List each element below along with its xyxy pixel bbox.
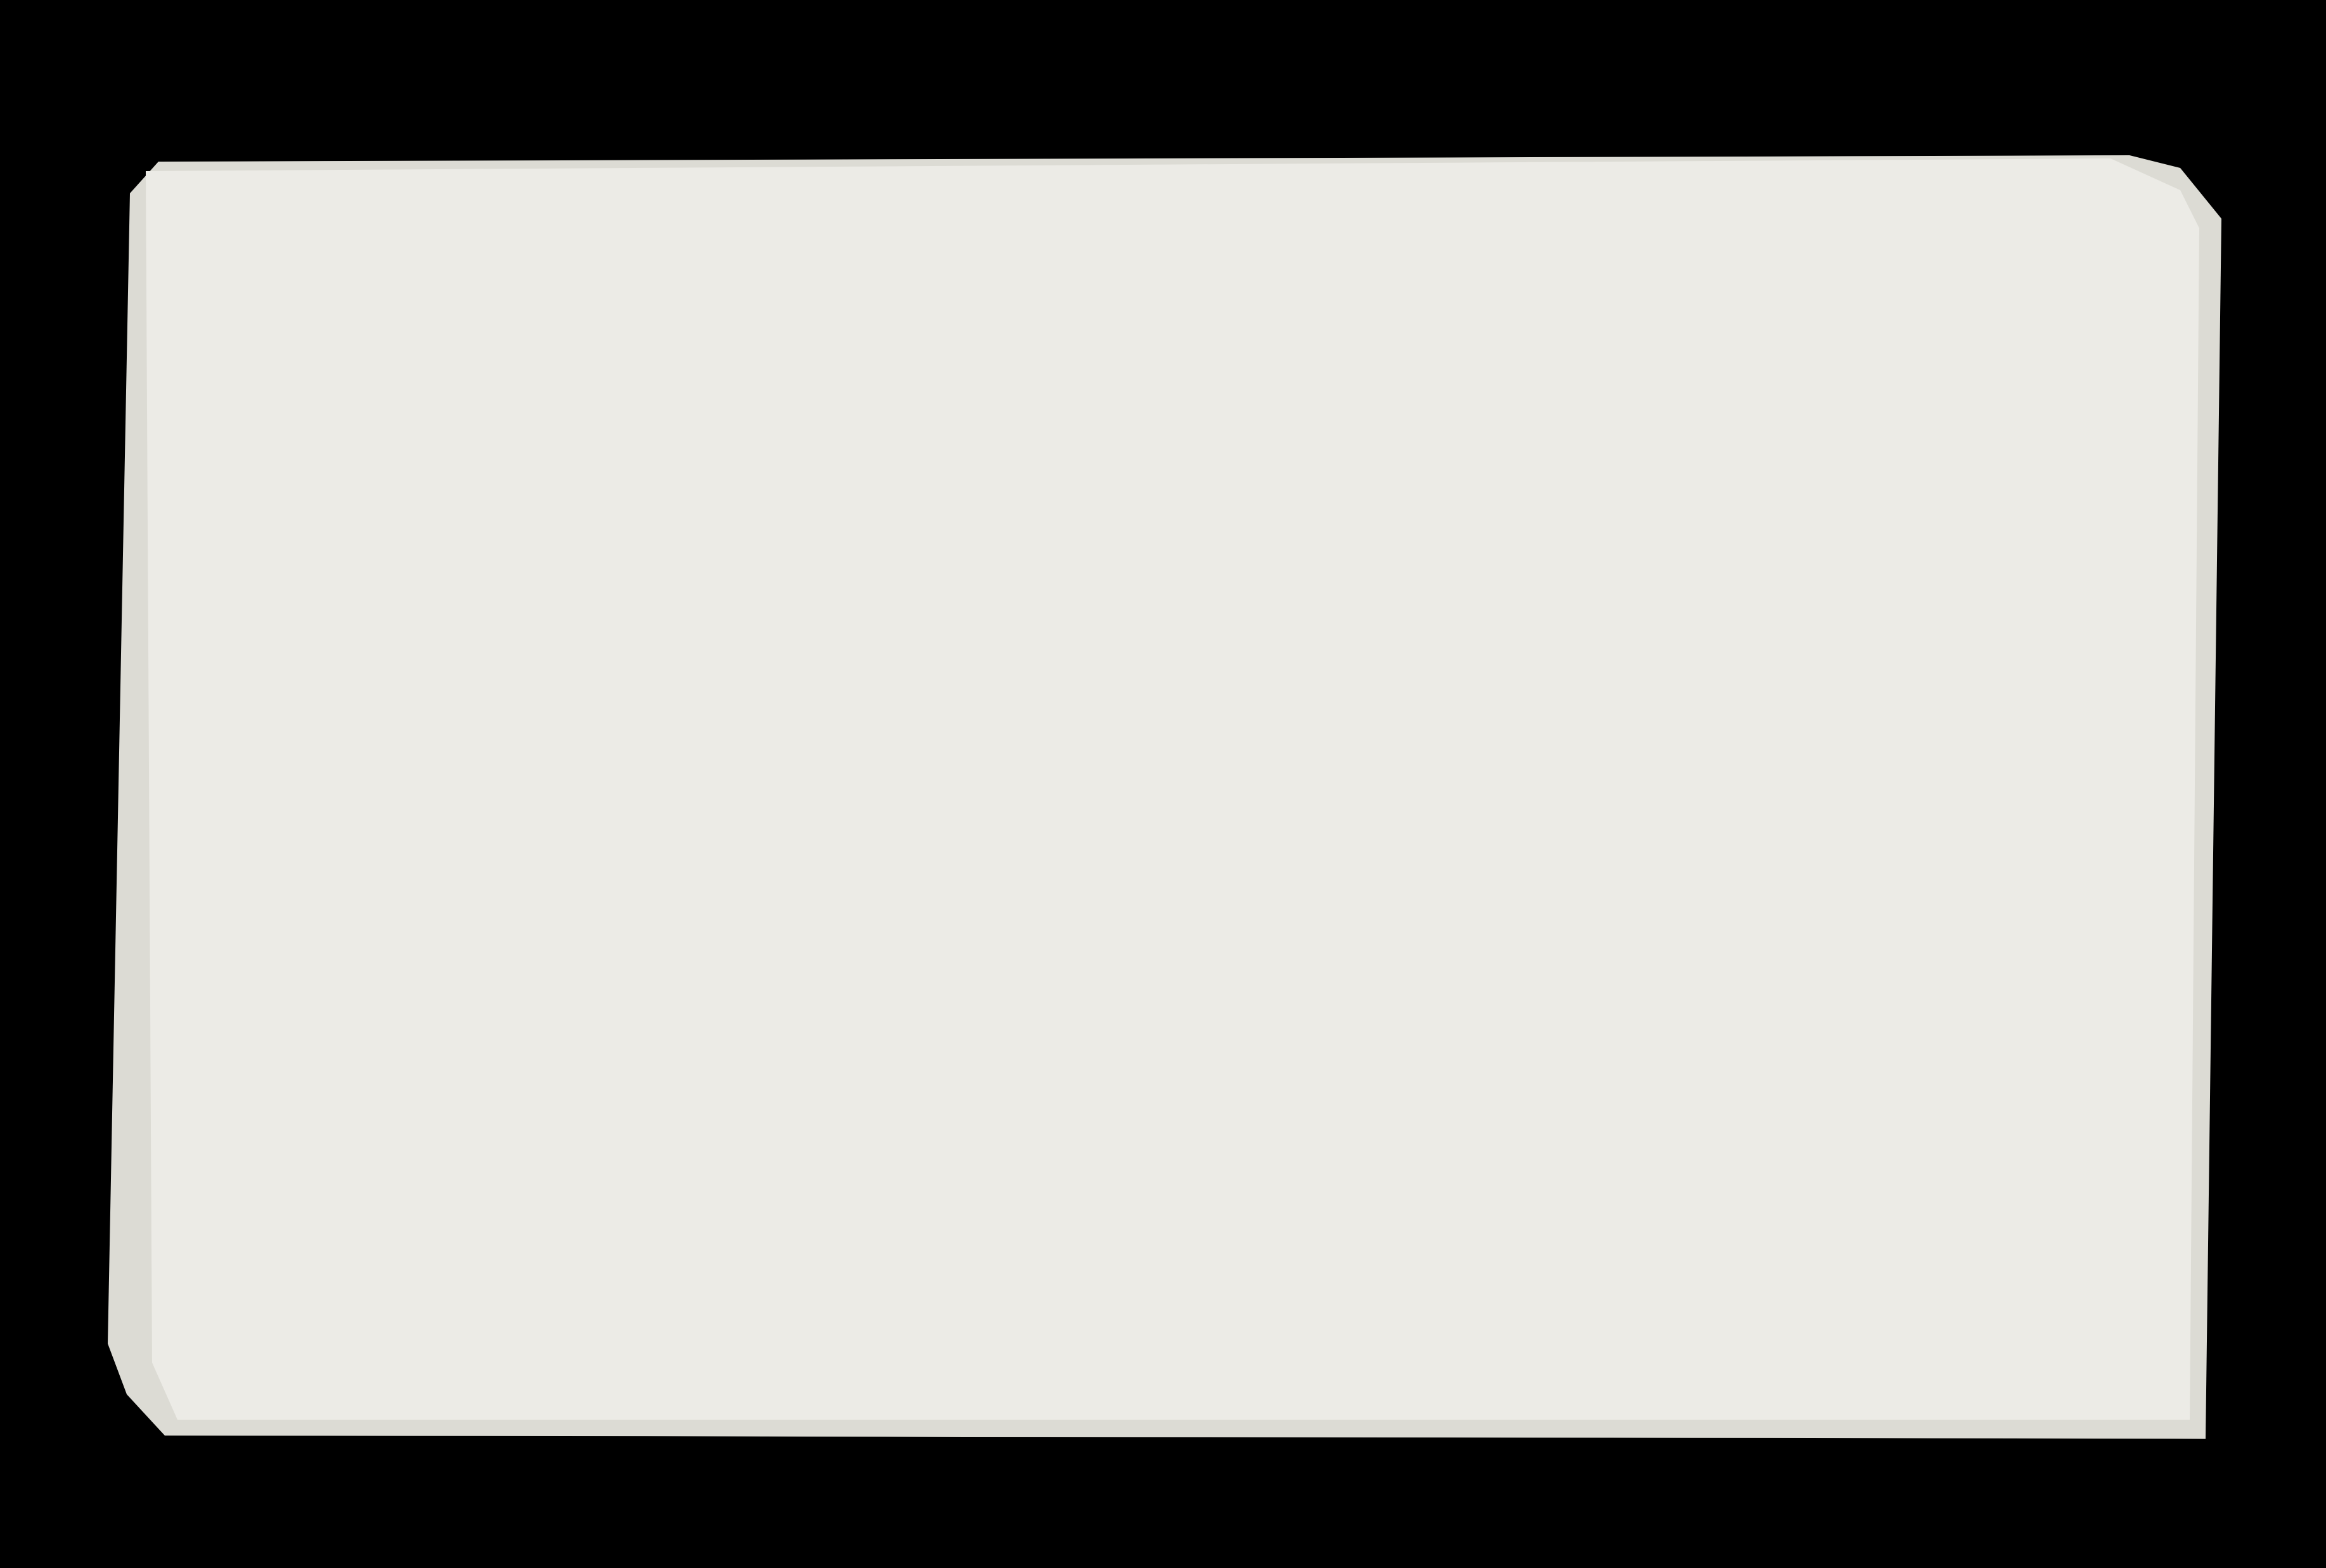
paper-sheet [146,158,2199,1420]
